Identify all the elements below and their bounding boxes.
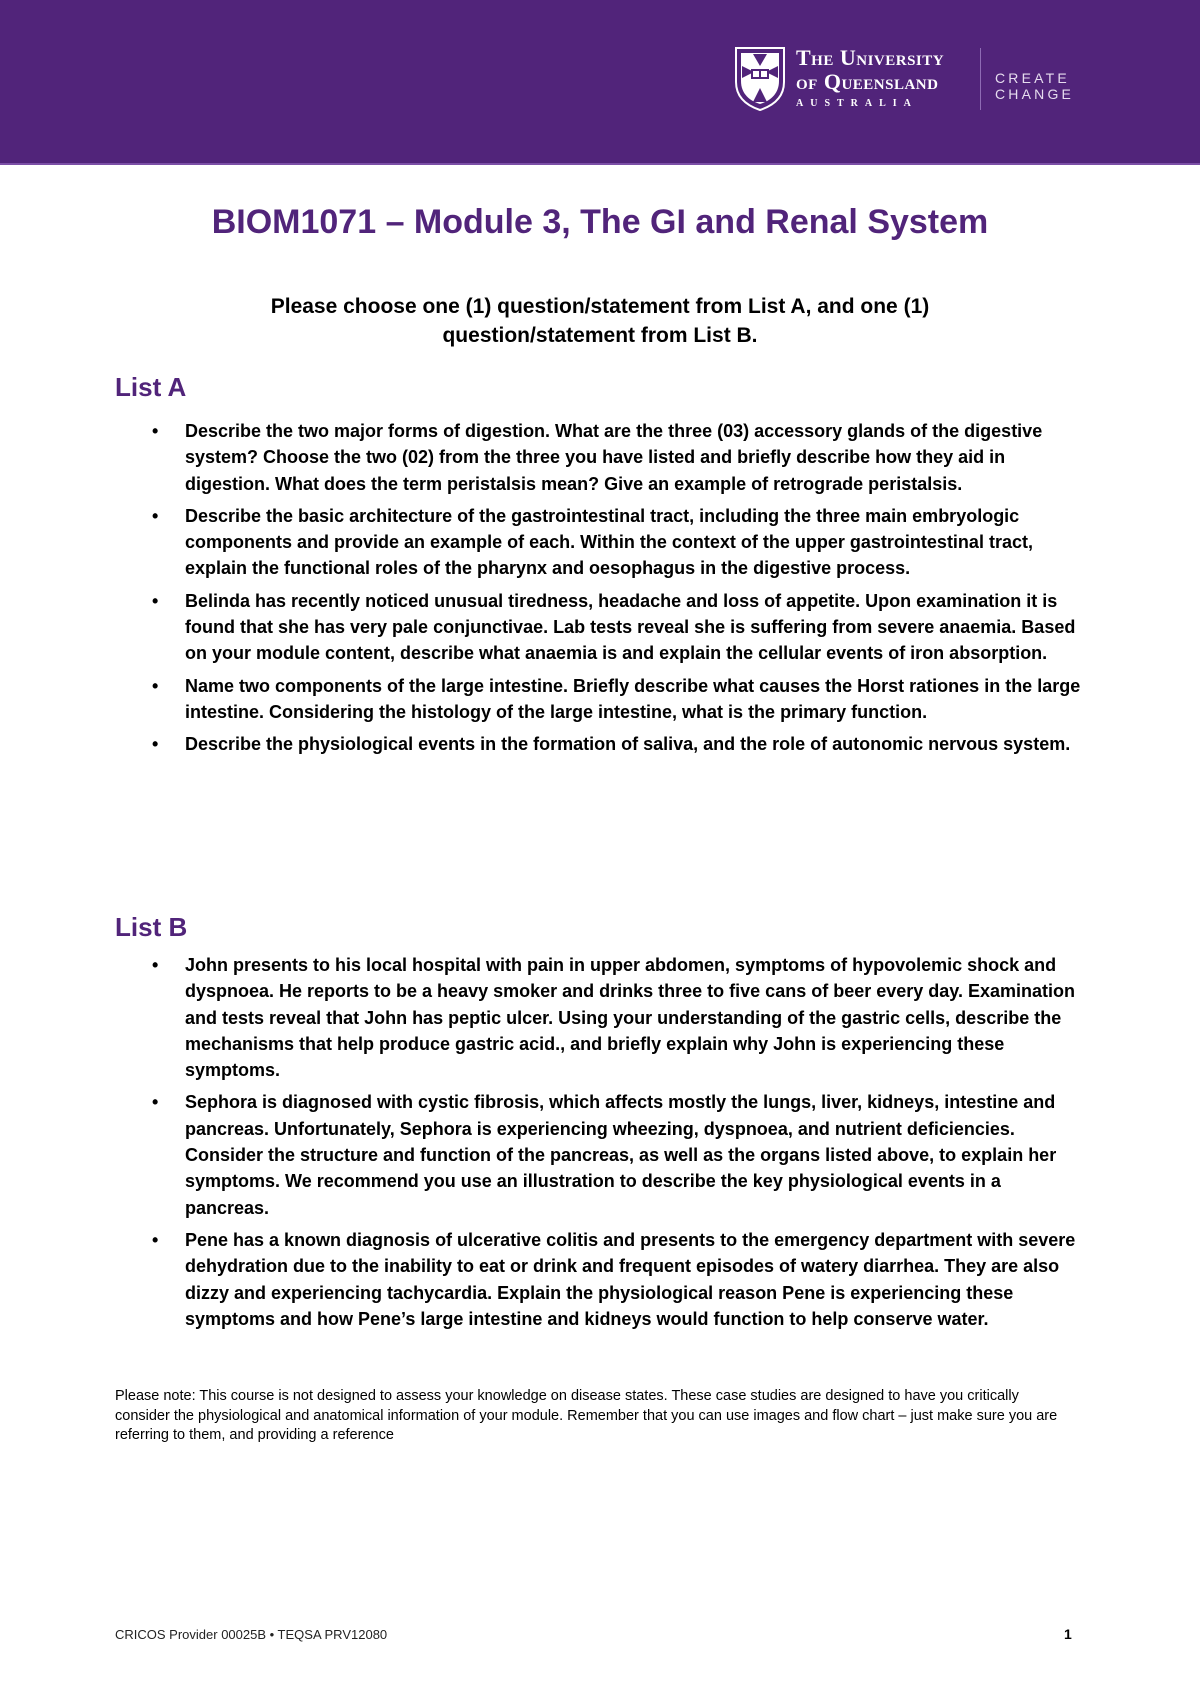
tagline: CREATE CHANGE — [995, 70, 1075, 102]
list-b-item — [115, 1089, 1085, 1220]
list-item-text: Pene has a known diagnosis of ulcerative colitis and presents to the emergency department with severe dehydration due to the inability to eat or drink and frequent episodes of watery diarrhea. They are also dizzy and experiencing tachycardia. Explain the physiological reason Pene is experiencing these symptoms and how Pene’s large intestine and kidneys would function to help conserve water. — [185, 1229, 1076, 1329]
bullet-icon: • — [152, 505, 159, 526]
bullet-icon: • — [152, 734, 159, 755]
list-b-item — [115, 1227, 1085, 1332]
bullet-icon: • — [152, 421, 159, 441]
document-title: BIOM1071 – Module 3, The GI and Renal System — [211, 203, 989, 241]
list-item-text: Describe the two major forms of digestion. What are the three (03) accessory glands of the digestive system? Choose the two (02) from the three you have listed and briefly describe how they aid in digestion. What does the term peristalsis mean? Give an example of retrograde peristalsis. — [185, 421, 1043, 494]
list-a-item — [115, 418, 1085, 497]
bullet-icon: • — [152, 1229, 159, 1250]
bullet-icon: • — [152, 675, 159, 696]
list-b-item — [115, 952, 1085, 1083]
list-b — [115, 952, 1085, 1338]
page-header — [0, 0, 1200, 165]
list-a-heading: List A — [115, 372, 187, 402]
list-item-text: Name two components of the large intestine. Briefly describe what causes the Horst rationes in the large intestine. Considering the histology of the large intestine, what is the primary function. — [185, 675, 1081, 722]
logo-divider — [980, 48, 981, 110]
list-a-item — [115, 588, 1085, 667]
footer-provider: CRICOS Provider 00025B • TEQSA PRV12080 — [115, 1627, 388, 1642]
university-name — [796, 46, 944, 109]
list-a — [115, 418, 1085, 764]
bullet-icon: • — [152, 955, 159, 975]
page-number: 1 — [1064, 1626, 1072, 1642]
uq-crest-icon — [734, 46, 786, 112]
list-item-text: John presents to his local hospital with pain in upper abdomen, symptoms of hypovolemic shock and dyspnoea. He reports to be a heavy smoker and drinks three to five cans of beer every day. Examination and tests reveal that John has peptic ulcer. Using your understanding of the gastric cells, describe the mechanisms that help produce gastric acid., and briefly explain why John is experiencing these symptoms. — [185, 955, 1075, 1081]
instructions: Please choose one (1) question/statement from List A, and one (1) question/statement from List B. — [270, 295, 930, 347]
bullet-icon: • — [152, 1092, 159, 1113]
list-item-text: Describe the basic architecture of the gastrointestinal tract, including the three main embryologic components and provide an example of each. Within the context of the upper gastrointestinal tract, explain the functional roles of the pharynx and oesophagus in the digestive process. — [185, 505, 1033, 579]
uq-logo — [734, 46, 1154, 116]
university-name-line2: of Queensland — [796, 69, 939, 94]
list-a-item — [115, 503, 1085, 582]
please-note: Please note: This course is not designed to assess your knowledge on disease states. These case studies are designed to have you critically consider the physiological and anatomical information of your module. Remember that you can use images and flow chart – just make sure you are referring to them, and providing a reference — [115, 1388, 1058, 1443]
list-item-text: Belinda has recently noticed unusual tiredness, headache and loss of appetite. Upon examination it is found that she has very pale conjunctivae. Lab tests reveal she is suffering from severe anaemia. Based on your module content, describe what anaemia is and explain the cellular events of iron absorption. — [185, 590, 1076, 664]
bullet-icon: • — [152, 590, 159, 611]
university-country: AUSTRALIA — [796, 98, 918, 109]
list-item-text: Sephora is diagnosed with cystic fibrosis, which affects mostly the lungs, liver, kidneys, intestine and pancreas. Unfortunately, Sephora is experiencing wheezing, dyspnoea, and nutrient deficiencies. Consider the structure and function of the pancreas, as well as the organs listed above, to explain her symptoms. We recommend you use an illustration to describe the key physiological events in a pancreas. — [185, 1092, 1057, 1218]
list-a-item — [115, 731, 1085, 757]
list-b-heading: List B — [115, 912, 188, 942]
list-a-item — [115, 673, 1085, 726]
list-item-text: Describe the physiological events in the formation of saliva, and the role of autonomic nervous system. — [185, 734, 1071, 755]
university-name-line1: The University — [796, 45, 945, 70]
